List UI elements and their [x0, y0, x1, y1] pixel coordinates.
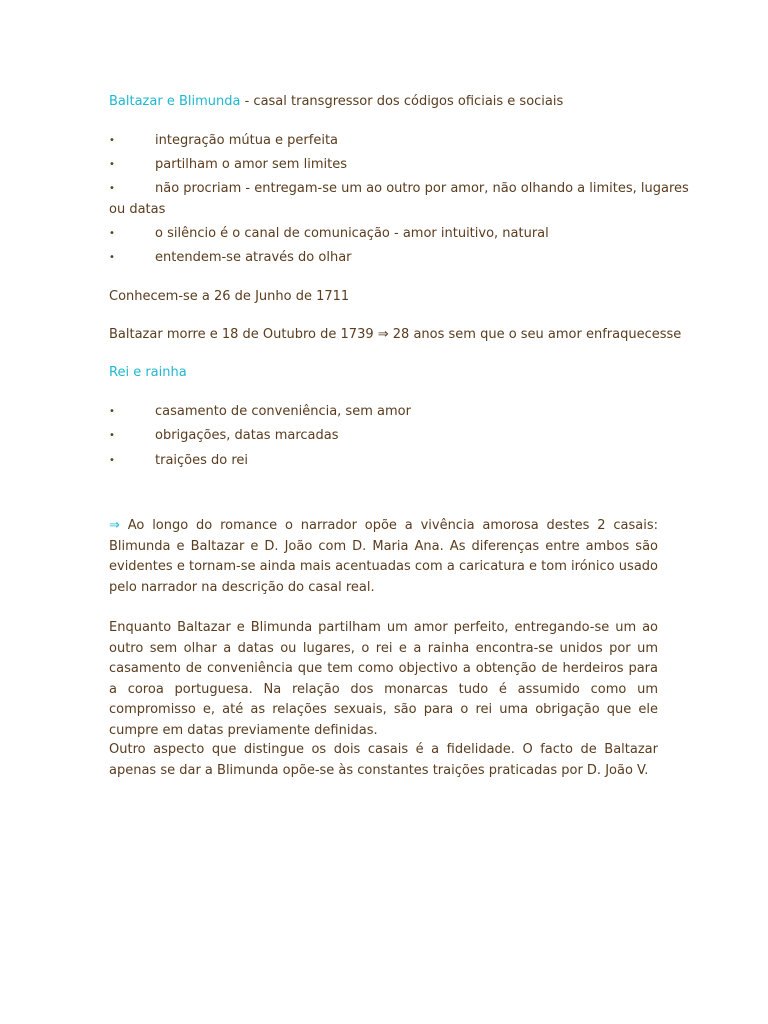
heading-subtitle: - casal transgressor dos códigos oficiais e sociais	[240, 94, 564, 109]
list-item: não procriam - entregam-se um ao outro por amor, não olhando a limites, lugares	[155, 181, 689, 196]
paragraph-fidelity: Outro aspecto que distingue os dois casais é a fidelidade. O facto de Baltazar apenas se dar a Blimunda opõe-se às constantes traições praticadas por D. João V.	[109, 742, 658, 778]
list-item: obrigações, datas marcadas	[155, 428, 339, 443]
list-item: casamento de conveniência, sem amor	[155, 404, 411, 419]
bullet-icon: •	[109, 183, 115, 194]
bullet-icon: •	[109, 252, 115, 263]
bullet-icon: •	[109, 159, 115, 170]
bullet-icon: •	[109, 406, 115, 417]
list-item: integração mútua e perfeita	[155, 133, 339, 148]
list-item: entendem-se através do olhar	[155, 250, 352, 265]
bullet-icon: •	[109, 228, 115, 239]
bullet-icon: •	[109, 135, 115, 146]
meeting-date-text: Conhecem-se a 26 de Junho de 1711	[109, 289, 350, 304]
list-item: traições do rei	[155, 453, 249, 468]
paragraph-contrast: Enquanto Baltazar e Blimunda partilham um amor perfeito, entregando-se um ao outro sem olhar a datas ou lugares, o rei e a rainha encontra-se unidos por um casamento de conveniência que tem como objectivo a obtenção de herdeiros para a coroa portuguesa. Na relação dos monarcas tudo é assumido como um compromisso e, até as relações sexuais, são para o rei uma obrigação que ele cumpre em datas previamente definidas.	[109, 620, 658, 738]
arrow-icon: ⇒	[109, 518, 120, 533]
death-date-text: Baltazar morre e 18 de Outubro de 1739 ⇒ 28 anos sem que o seu amor enfraquecesse	[109, 327, 682, 342]
paragraph-text: Ao longo do romance o narrador opõe a vivência amorosa destes 2 casais: Blimunda e Baltazar e D. João com D. Maria Ana. As diferenças entre ambos são evidentes e tornam-se ainda mais acentuadas com a caricatura e tom irónico usado pelo narrador na descrição do casal real.	[109, 518, 658, 595]
section-heading-rei-rainha: Rei e rainha	[109, 365, 187, 380]
list-item: o silêncio é o canal de comunicação - amor intuitivo, natural	[155, 226, 549, 241]
bullet-icon: •	[109, 430, 115, 441]
heading-title: Baltazar e Blimunda	[109, 94, 241, 109]
section-heading-baltazar-blimunda	[109, 92, 563, 112]
bullet-icon: •	[109, 455, 115, 466]
list-item: partilham o amor sem limites	[155, 157, 347, 172]
paragraph-comparison	[109, 516, 658, 598]
list-item-continuation: ou datas	[109, 202, 166, 217]
